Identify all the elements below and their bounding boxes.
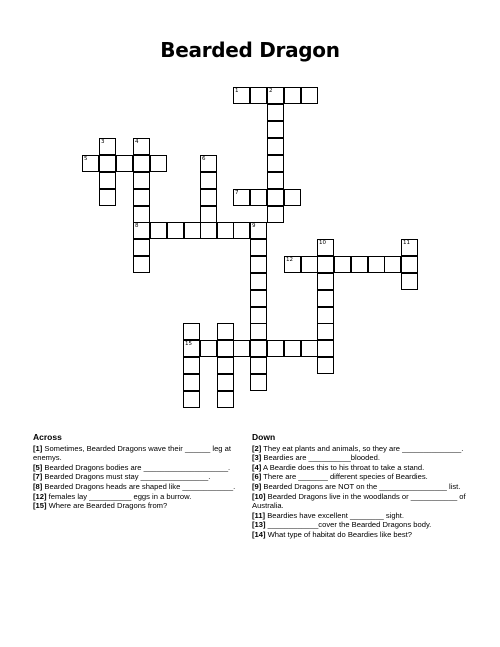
grid-cell[interactable]: [284, 189, 301, 206]
down-clue: [252, 444, 477, 454]
grid-cell[interactable]: [133, 172, 150, 189]
grid-cell[interactable]: [317, 273, 334, 290]
grid-cell[interactable]: [317, 323, 334, 340]
grid-cell[interactable]: [267, 87, 284, 104]
grid-cell[interactable]: [183, 323, 200, 340]
grid-cell[interactable]: [217, 391, 234, 408]
clue-number: 3: [101, 139, 105, 145]
clue-text: Bearded Dragons are NOT on the ________________ list.: [261, 481, 461, 491]
grid-cell[interactable]: [317, 256, 334, 273]
clue-text: What type of habitat do Beardies like best?: [265, 529, 412, 539]
down-clue: [252, 472, 477, 482]
grid-cell[interactable]: [284, 256, 301, 273]
down-clue: [252, 453, 477, 463]
grid-cell[interactable]: [99, 138, 116, 155]
clue-label: [14]: [252, 529, 266, 539]
grid-cell[interactable]: [82, 155, 99, 172]
grid-cell[interactable]: [99, 189, 116, 206]
across-clues: [33, 433, 248, 511]
clue-text: ____________cover the Bearded Dragons body.: [265, 520, 432, 530]
grid-cell[interactable]: [183, 340, 200, 357]
clue-label: [12]: [33, 491, 47, 501]
clue-text: Beardies are __________blooded.: [261, 453, 380, 463]
grid-cell[interactable]: [99, 155, 116, 172]
grid-cell[interactable]: [133, 256, 150, 273]
grid-cell[interactable]: [401, 273, 418, 290]
grid-cell[interactable]: [267, 104, 284, 121]
grid-cell[interactable]: [200, 340, 217, 357]
down-clue: [252, 511, 477, 521]
down-clue: [252, 463, 477, 473]
grid-cell[interactable]: [133, 206, 150, 223]
clue-label: [10]: [252, 491, 266, 501]
grid-cell[interactable]: [183, 391, 200, 408]
grid-cell[interactable]: [133, 222, 150, 239]
grid-cell[interactable]: [317, 357, 334, 374]
grid-cell[interactable]: [401, 256, 418, 273]
grid-cell[interactable]: [217, 374, 234, 391]
grid-cell[interactable]: [200, 155, 217, 172]
grid-cell[interactable]: [183, 357, 200, 374]
grid-cell[interactable]: [301, 87, 318, 104]
clue-label: [15]: [33, 501, 47, 511]
across-clue-list: [33, 444, 248, 511]
grid-cell[interactable]: [401, 239, 418, 256]
grid-cell[interactable]: [250, 273, 267, 290]
grid-cell[interactable]: [250, 256, 267, 273]
across-clue: [33, 463, 248, 473]
clue-text: There are _______ different species of Beardies.: [261, 472, 428, 482]
grid-cell[interactable]: [183, 374, 200, 391]
puzzle-title: Bearded Dragon: [160, 38, 340, 62]
clue-text: Where are Bearded Dragons from?: [46, 501, 168, 511]
grid-cell[interactable]: [167, 222, 184, 239]
clue-label: [9]: [252, 481, 262, 491]
clue-number: 5: [84, 156, 88, 162]
down-clue: [252, 492, 477, 511]
clue-number: 12: [286, 257, 293, 263]
grid-cell[interactable]: [200, 189, 217, 206]
grid-cell[interactable]: [250, 239, 267, 256]
clue-text: Bearded Dragons live in the woodlands or ___________ of Australia.: [252, 491, 466, 511]
across-clue: [33, 482, 248, 492]
clue-number: 11: [403, 240, 410, 246]
grid-cell[interactable]: [250, 87, 267, 104]
across-heading: Across: [33, 432, 62, 442]
grid-cell[interactable]: [133, 138, 150, 155]
clue-label: [4]: [252, 462, 262, 472]
across-clue: [33, 472, 248, 482]
clue-number: 9: [252, 223, 256, 229]
grid-cell[interactable]: [267, 340, 284, 357]
grid-cell[interactable]: [200, 172, 217, 189]
grid-cell[interactable]: [284, 340, 301, 357]
grid-cell[interactable]: [317, 307, 334, 324]
clue-text: Bearded Dragons bodies are ____________________.: [42, 462, 231, 472]
clue-text: They eat plants and animals, so they are ______________.: [261, 443, 464, 453]
grid-cell[interactable]: [184, 222, 201, 239]
grid-cell[interactable]: [217, 222, 234, 239]
grid-cell[interactable]: [133, 155, 150, 172]
grid-cell[interactable]: [250, 374, 267, 391]
clue-number: 10: [319, 240, 326, 246]
across-clue: [33, 501, 248, 511]
down-clues: [252, 433, 477, 540]
grid-cell[interactable]: [317, 239, 334, 256]
grid-cell[interactable]: [133, 189, 150, 206]
clue-number: 2: [269, 88, 273, 94]
clue-text: females lay __________ eggs in a burrow.: [46, 491, 192, 501]
clue-text: Beardies have excellent ________ sight.: [265, 510, 404, 520]
grid-cell[interactable]: [267, 138, 284, 155]
grid-cell[interactable]: [301, 256, 318, 273]
clue-label: [13]: [252, 520, 266, 530]
grid-cell[interactable]: [267, 206, 284, 223]
grid-cell[interactable]: [384, 256, 401, 273]
grid-cell[interactable]: [200, 222, 217, 239]
grid-cell[interactable]: [217, 357, 234, 374]
grid-cell[interactable]: [317, 290, 334, 307]
grid-cell[interactable]: [250, 340, 267, 357]
clue-label: [11]: [252, 510, 266, 520]
grid-cell[interactable]: [317, 340, 334, 357]
grid-cell[interactable]: [217, 340, 234, 357]
grid-cell[interactable]: [267, 155, 284, 172]
grid-cell[interactable]: [233, 87, 250, 104]
clue-label: [3]: [252, 453, 262, 463]
grid-cell[interactable]: [267, 189, 284, 206]
grid-cell[interactable]: [233, 222, 250, 239]
grid-cell[interactable]: [233, 189, 250, 206]
clue-number: 8: [135, 223, 139, 229]
grid-cell[interactable]: [133, 239, 150, 256]
grid-cell[interactable]: [200, 206, 217, 223]
clue-number: 6: [202, 156, 206, 162]
clue-text: A Beardie does this to his throat to take a stand.: [261, 462, 425, 472]
grid-cell[interactable]: [368, 256, 385, 273]
grid-cell[interactable]: [267, 172, 284, 189]
down-heading: Down: [252, 432, 276, 442]
clue-label: [7]: [33, 472, 43, 482]
across-clue: [33, 492, 248, 502]
clue-number: 1: [235, 88, 239, 94]
grid-cell[interactable]: [351, 256, 368, 273]
grid-cell[interactable]: [233, 340, 250, 357]
down-clue-list: [252, 444, 477, 540]
grid-cell[interactable]: [250, 323, 267, 340]
grid-cell[interactable]: [250, 307, 267, 324]
grid-cell[interactable]: [334, 256, 351, 273]
down-clue: [252, 482, 477, 492]
grid-cell[interactable]: [250, 222, 267, 239]
clue-text: Bearded Dragons heads are shaped like ____________.: [42, 481, 236, 491]
down-clue: [252, 520, 477, 530]
clue-label: [2]: [252, 443, 262, 453]
down-clue: [252, 530, 477, 540]
grid-cell[interactable]: [250, 290, 267, 307]
grid-cell[interactable]: [150, 155, 167, 172]
clue-label: [5]: [33, 462, 43, 472]
clue-text: Bearded Dragons must stay ________________.: [42, 472, 211, 482]
grid-cell[interactable]: [301, 340, 318, 357]
clue-label: [6]: [252, 472, 262, 482]
clue-number: 4: [135, 139, 139, 145]
grid-cell[interactable]: [267, 121, 284, 138]
grid-cell[interactable]: [250, 189, 267, 206]
grid-cell[interactable]: [150, 222, 167, 239]
grid-cell[interactable]: [250, 357, 267, 374]
clue-text: Sometimes, Bearded Dragons wave their ______ leg at enemys.: [33, 443, 231, 463]
clue-label: [1]: [33, 443, 43, 453]
grid-cell[interactable]: [217, 323, 234, 340]
clue-label: [8]: [33, 481, 43, 491]
grid-cell[interactable]: [116, 155, 133, 172]
grid-cell[interactable]: [99, 172, 116, 189]
grid-cell[interactable]: [284, 87, 301, 104]
clue-number: 7: [235, 190, 239, 196]
clue-number: 15: [185, 341, 192, 347]
across-clue: [33, 444, 248, 463]
